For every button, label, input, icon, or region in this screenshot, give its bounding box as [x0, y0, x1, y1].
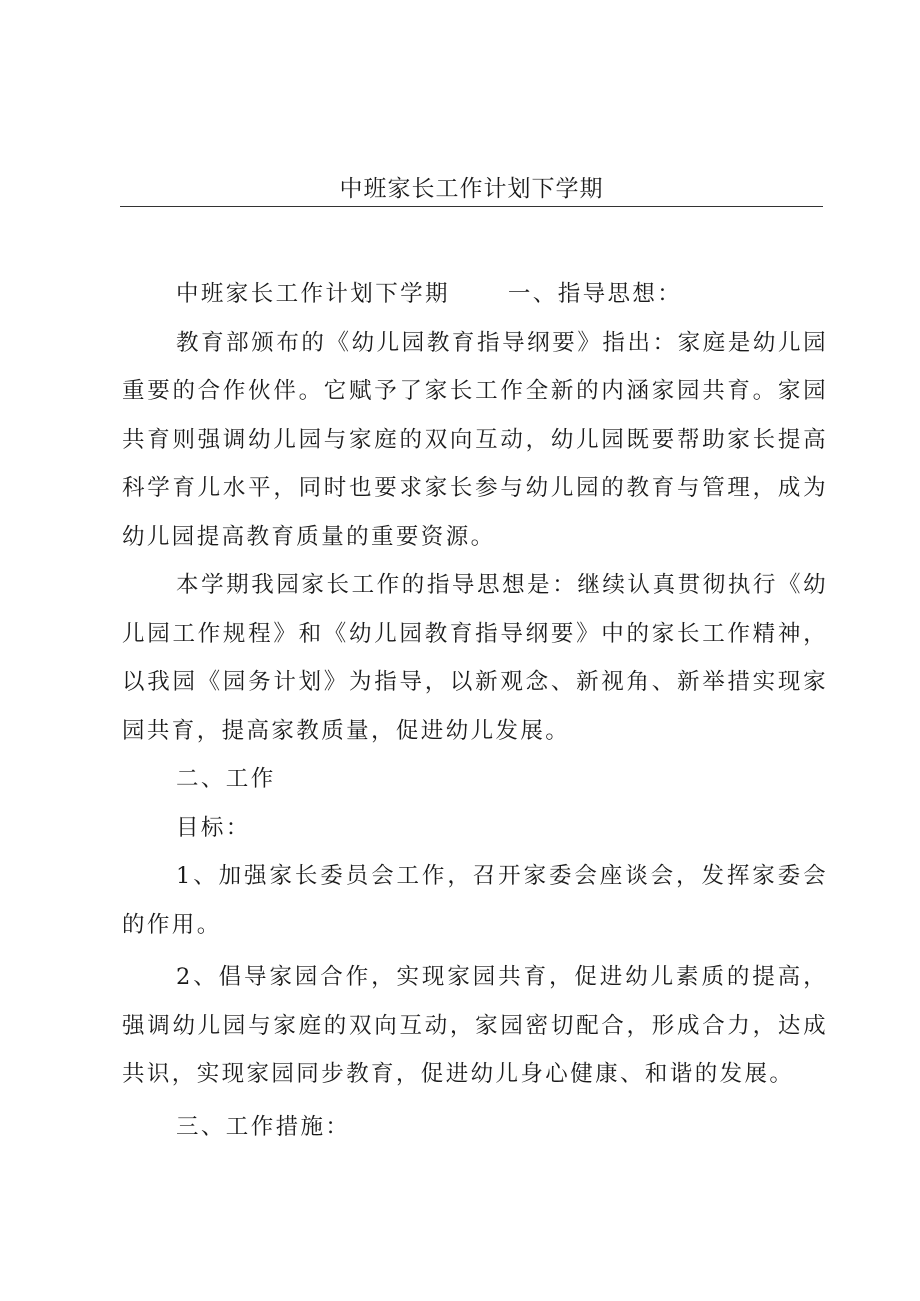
title-underline — [120, 206, 823, 207]
paragraph-1: 教育部颁布的《幼儿园教育指导纲要》指出：家庭是幼儿园重要的合作伙伴。它赋予了家长工作全新的内涵家园共育。家园共育则强调幼儿园与家庭的双向互动，幼儿园既要帮助家长提高科学育儿水平，同时也要求家长参与幼儿园的教育与管理，成为幼儿园提高教育质量的重要资源。 — [122, 329, 828, 550]
section1-heading: 一、指导思想： — [507, 281, 683, 307]
section3-heading: 三、工作措施： — [176, 1113, 351, 1140]
goal-item-2: 2、倡导家园合作，实现家园共育，促进幼儿素质的提高，强调幼儿园与家庭的双向互动，家园密切配合，形成合力，达成共识，实现家园同步教育，促进幼儿身心健康、和谐的发展。 — [122, 964, 828, 1087]
document-title: 中班家长工作计划下学期 — [339, 176, 604, 202]
section2-heading: 二、工作 — [176, 766, 276, 792]
goals-label: 目标： — [176, 814, 251, 841]
paragraph-2: 本学期我园家长工作的指导思想是：继续认真贯彻执行《幼儿园工作规程》和《幼儿园教育指导纲要》中的家长工作精神，以我园《园务计划》为指导，以新观念、新视角、新举措实现家园共育，提高家教质量，促进幼儿发展。 — [122, 572, 828, 744]
document-body — [122, 270, 828, 1151]
goal-item-1: 1、加强家长委员会工作，召开家委会座谈会，发挥家委会的作用。 — [122, 863, 828, 938]
intro-title: 中班家长工作计划下学期 — [176, 281, 450, 307]
intro-line — [122, 270, 828, 319]
